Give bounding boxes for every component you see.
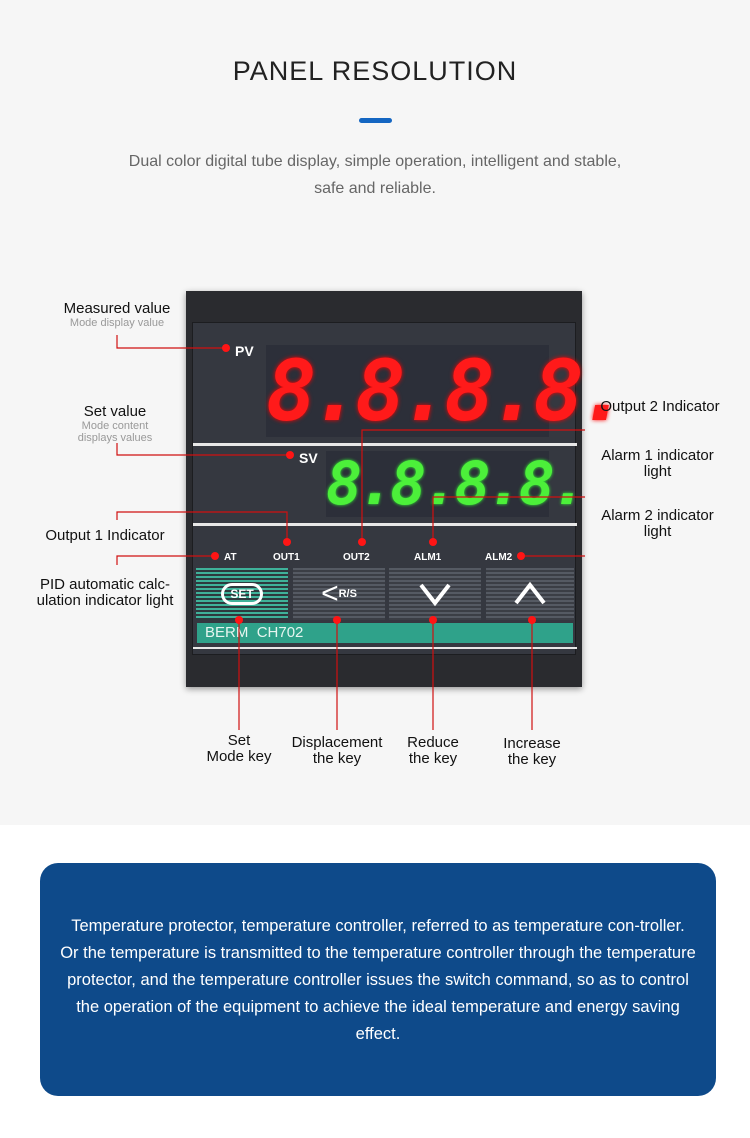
annotation-subtitle: Mode content: [81, 420, 149, 432]
annotation-output1: Output 1 Indicator: [45, 527, 165, 544]
annotation-reduce-key: [383, 735, 483, 767]
annotation-subtitle: displays values: [77, 432, 153, 444]
annotation-line: Mode key: [206, 748, 272, 765]
set-key-label: SET: [221, 583, 262, 605]
rs-key-label: R/S: [338, 588, 357, 600]
indicator-at: AT: [224, 552, 237, 563]
pv-label: PV: [235, 343, 254, 359]
annotation-line: Displacement: [291, 734, 383, 751]
annotation-alarm1: [585, 448, 730, 480]
indicator-alm1: ALM1: [414, 552, 442, 563]
annotation-title: Measured value: [63, 300, 171, 317]
annotation-line: PID automatic calc-: [39, 576, 171, 593]
sv-display: 8.8.8.8.: [326, 449, 583, 519]
indicator-alm2: ALM2: [485, 552, 513, 563]
annotation-title: Set value: [83, 403, 147, 420]
annotation-subtitle: Mode display value: [69, 317, 165, 329]
subtitle-line: Dual color digital tube display, simple operation, intelligent and stable,: [128, 153, 622, 170]
annotation-line: the key: [408, 750, 458, 767]
chevron-left-icon: <: [321, 577, 339, 610]
annotation-set-key: [189, 733, 289, 765]
description-text: Temperature protector, temperature controller, referred to as temperature con-troller. Or the temperature is transmitted to the temperature controller through the temperature protector, and the temperature controller issues the switch command, so as to control the operation of the equipment to achieve the ideal temperature and energy saving effect.: [60, 917, 696, 1043]
annotation-line: Increase: [503, 735, 561, 752]
annotation-line: Alarm 1 indicator: [601, 447, 714, 464]
annotation-measured-value: [47, 301, 187, 329]
annotation-line: Reduce: [407, 734, 459, 751]
annotation-line: the key: [312, 750, 362, 767]
annotation-line: light: [643, 463, 672, 480]
annotation-output2: Output 2 Indicator: [600, 398, 720, 415]
indicator-out2: OUT2: [343, 552, 370, 563]
annotation-pid: [20, 577, 190, 609]
subtitle-line: safe and reliable.: [314, 180, 436, 197]
page-title: PANEL RESOLUTION: [232, 56, 518, 86]
indicator-out1: OUT1: [273, 552, 300, 563]
brand-name: BERM: [205, 624, 249, 641]
annotation-increase-key: [482, 736, 582, 768]
description-card: [40, 863, 716, 1096]
annotation-alarm2: [585, 508, 730, 540]
pv-display: 8.8.8.8.: [266, 342, 623, 440]
sv-label: SV: [299, 450, 318, 466]
annotation-line: Set: [227, 732, 251, 749]
annotation-line: ulation indicator light: [36, 592, 174, 609]
model-name: CH702: [256, 624, 304, 641]
annotation-set-value: [45, 404, 185, 444]
annotation-displacement-key: [277, 735, 397, 767]
annotation-line: the key: [507, 751, 557, 768]
annotation-line: light: [643, 523, 672, 540]
annotation-line: Alarm 2 indicator: [601, 507, 714, 524]
